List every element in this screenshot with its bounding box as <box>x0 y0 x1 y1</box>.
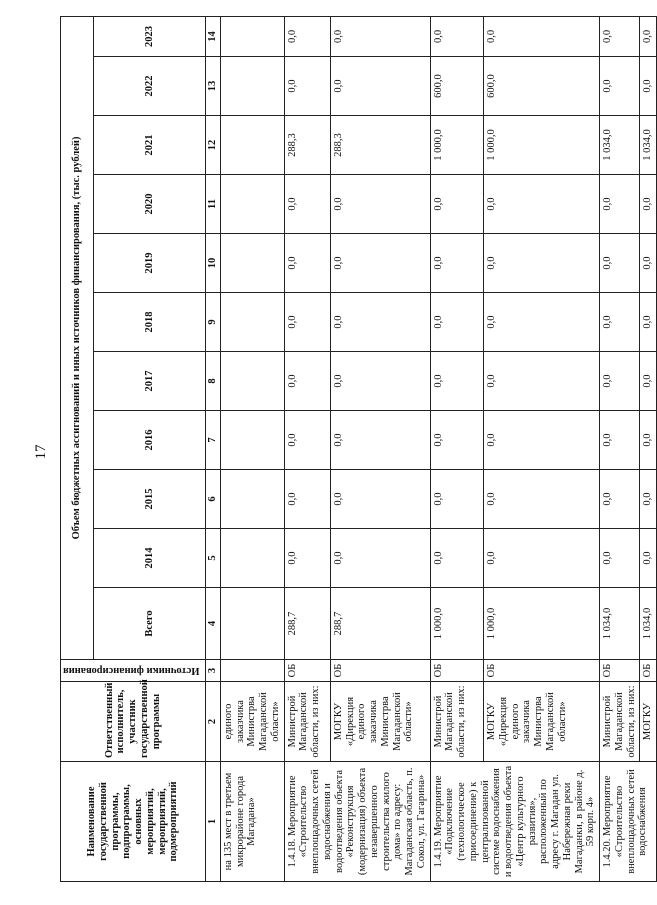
row-value: 0,0 <box>600 529 640 588</box>
row-value: 0,0 <box>640 293 657 352</box>
row-source: ОБ <box>600 660 640 682</box>
row-value: 288,7 <box>330 588 430 660</box>
row-value <box>220 175 284 234</box>
row-value: 0,0 <box>640 470 657 529</box>
row-value: 0,0 <box>600 57 640 116</box>
row-value: 0,0 <box>640 529 657 588</box>
row-value: 288,3 <box>330 116 430 175</box>
row-value: 0,0 <box>484 293 600 352</box>
row-value: 1 000,0 <box>430 116 484 175</box>
row-value: 0,0 <box>484 411 600 470</box>
row-executor: МОГКУ «Дирекция единого заказчика Министрва Магаданской области» <box>484 682 600 762</box>
row-value: 0,0 <box>484 234 600 293</box>
header-year: 2017 <box>94 352 206 411</box>
row-value <box>220 411 284 470</box>
header-source-text: Источники финансирования <box>63 665 200 677</box>
row-value: 0,0 <box>484 352 600 411</box>
row-value: 1 034,0 <box>640 588 657 660</box>
row-source: ОБ <box>640 660 657 682</box>
row-value: 0,0 <box>430 352 484 411</box>
row-value: 0,0 <box>640 411 657 470</box>
row-value: 0,0 <box>640 57 657 116</box>
column-number: 8 <box>206 352 221 411</box>
row-value: 1 000,0 <box>430 588 484 660</box>
row-value <box>220 529 284 588</box>
row-value <box>220 588 284 660</box>
row-value <box>220 57 284 116</box>
row-value: 0,0 <box>330 175 430 234</box>
row-value: 0,0 <box>330 352 430 411</box>
row-executor: Министрой Магаданской области, из них: <box>284 682 330 762</box>
row-value: 0,0 <box>284 352 330 411</box>
row-executor: Министрой Магаданской области, из них: <box>600 682 640 762</box>
row-value: 0,0 <box>330 529 430 588</box>
row-value: 0,0 <box>284 57 330 116</box>
row-value: 1 034,0 <box>600 588 640 660</box>
row-executor: единого заказчика Министрва Магаданской области» <box>220 682 284 762</box>
row-value: 0,0 <box>284 529 330 588</box>
header-year: 2018 <box>94 293 206 352</box>
column-number: 10 <box>206 234 221 293</box>
column-number: 14 <box>206 16 221 56</box>
row-executor: МОГКУ <box>640 682 657 762</box>
header-year: 2019 <box>94 234 206 293</box>
row-name: 1.4.19. Мероприятие «Подключение (технологическое присоединение) к централизованной системе водоснабжения и водоотведения объекта «Центр культурного развития», расположенный по адресу г. Магадан ул. Набережная реки Магаданки, в районе д. 59 корп. 4» <box>430 762 600 882</box>
row-value: 0,0 <box>430 293 484 352</box>
row-value: 0,0 <box>640 352 657 411</box>
column-number: 5 <box>206 529 221 588</box>
row-source <box>220 660 284 682</box>
page-number: 17 <box>33 444 49 460</box>
header-year: 2015 <box>94 470 206 529</box>
row-value: 0,0 <box>484 529 600 588</box>
table-row <box>284 16 330 881</box>
row-value: 0,0 <box>600 175 640 234</box>
row-value: 0,0 <box>430 411 484 470</box>
row-value: 0,0 <box>330 293 430 352</box>
row-value: 0,0 <box>430 529 484 588</box>
row-value: 0,0 <box>284 16 330 56</box>
row-value: 0,0 <box>284 411 330 470</box>
header-year: 2014 <box>94 529 206 588</box>
column-number: 3 <box>206 660 221 682</box>
row-name: 1.4.18. Мероприятие «Строительство внеплощадочных сетей водоснабжения и водоотведения объекта «Реконструкция (модернизация) объекта незавершенного строительства жилого дома» по адресу: Магаданская область, п. Сокол, ул. Гагарина» <box>284 762 430 882</box>
row-value: 288,7 <box>284 588 330 660</box>
row-value: 0,0 <box>600 352 640 411</box>
column-number: 9 <box>206 293 221 352</box>
column-number: 13 <box>206 57 221 116</box>
column-number: 4 <box>206 588 221 660</box>
header-source <box>61 660 206 682</box>
table-body <box>220 16 656 881</box>
row-name: на 135 мест в третьем микрорайоне города Магадана» <box>220 762 284 882</box>
row-value: 1 000,0 <box>484 588 600 660</box>
row-value: 0,0 <box>640 16 657 56</box>
row-value <box>220 293 284 352</box>
table-row <box>220 16 284 881</box>
table-row <box>484 16 600 881</box>
row-value: 0,0 <box>284 470 330 529</box>
row-value: 0,0 <box>484 175 600 234</box>
header-funding: Объем бюджетных ассигнований и иных источников финансирования, (тыс. рублей) <box>61 16 94 659</box>
row-value <box>220 352 284 411</box>
row-value: 0,0 <box>330 57 430 116</box>
row-value: 0,0 <box>484 470 600 529</box>
header-year: 2023 <box>94 16 206 56</box>
row-value: 0,0 <box>640 175 657 234</box>
row-value: 0,0 <box>600 470 640 529</box>
header-year: Всего <box>94 588 206 660</box>
row-value: 0,0 <box>484 16 600 56</box>
row-value <box>220 116 284 175</box>
row-value: 0,0 <box>640 234 657 293</box>
row-executor: Министрой Магаданской области, из них: <box>430 682 484 762</box>
row-executor: МОГКУ «Дирекция единого заказчика Министрва Магаданской области» <box>330 682 430 762</box>
column-number: 12 <box>206 116 221 175</box>
column-number: 11 <box>206 175 221 234</box>
row-value: 0,0 <box>284 175 330 234</box>
row-value <box>220 16 284 56</box>
header-year: 2021 <box>94 116 206 175</box>
row-value: 1 000,0 <box>484 116 600 175</box>
rotated-table-container <box>60 17 654 882</box>
row-value: 600,0 <box>430 57 484 116</box>
row-source: ОБ <box>484 660 600 682</box>
funding-table <box>60 16 657 882</box>
column-number: 1 <box>206 762 221 882</box>
row-value <box>220 470 284 529</box>
row-value: 0,0 <box>330 470 430 529</box>
row-value: 0,0 <box>600 411 640 470</box>
row-value: 1 034,0 <box>600 116 640 175</box>
column-number: 2 <box>206 682 221 762</box>
table-row <box>330 16 430 881</box>
header-year: 2016 <box>94 411 206 470</box>
row-source: ОБ <box>330 660 430 682</box>
row-value: 0,0 <box>600 234 640 293</box>
header-name: Наименование государственной программы, подпрограммы, основных мероприятий, мероприятий, подмероприятий <box>61 762 206 882</box>
row-value: 0,0 <box>284 293 330 352</box>
column-number: 6 <box>206 470 221 529</box>
row-value <box>220 234 284 293</box>
row-value: 0,0 <box>330 16 430 56</box>
row-value: 1 034,0 <box>640 116 657 175</box>
row-value: 0,0 <box>430 470 484 529</box>
row-source: ОБ <box>284 660 330 682</box>
table-row <box>640 16 657 881</box>
row-value: 600,0 <box>484 57 600 116</box>
row-value: 0,0 <box>330 411 430 470</box>
row-value: 0,0 <box>600 293 640 352</box>
table-row <box>600 16 640 881</box>
row-value: 0,0 <box>330 234 430 293</box>
row-value: 0,0 <box>430 175 484 234</box>
header-year: 2022 <box>94 57 206 116</box>
table-row <box>430 16 484 881</box>
header-year: 2020 <box>94 175 206 234</box>
row-value: 288,3 <box>284 116 330 175</box>
row-value: 0,0 <box>284 234 330 293</box>
row-source: ОБ <box>430 660 484 682</box>
row-value: 0,0 <box>600 16 640 56</box>
column-number-row <box>206 16 221 881</box>
column-number: 7 <box>206 411 221 470</box>
header-executor: Ответственный исполнитель, участник государственной программы <box>61 682 206 762</box>
row-value: 0,0 <box>430 16 484 56</box>
row-name: 1.4.20. Мероприятие «Строительство внеплощадочных сетей водоснабжения <box>600 762 657 882</box>
row-value: 0,0 <box>430 234 484 293</box>
